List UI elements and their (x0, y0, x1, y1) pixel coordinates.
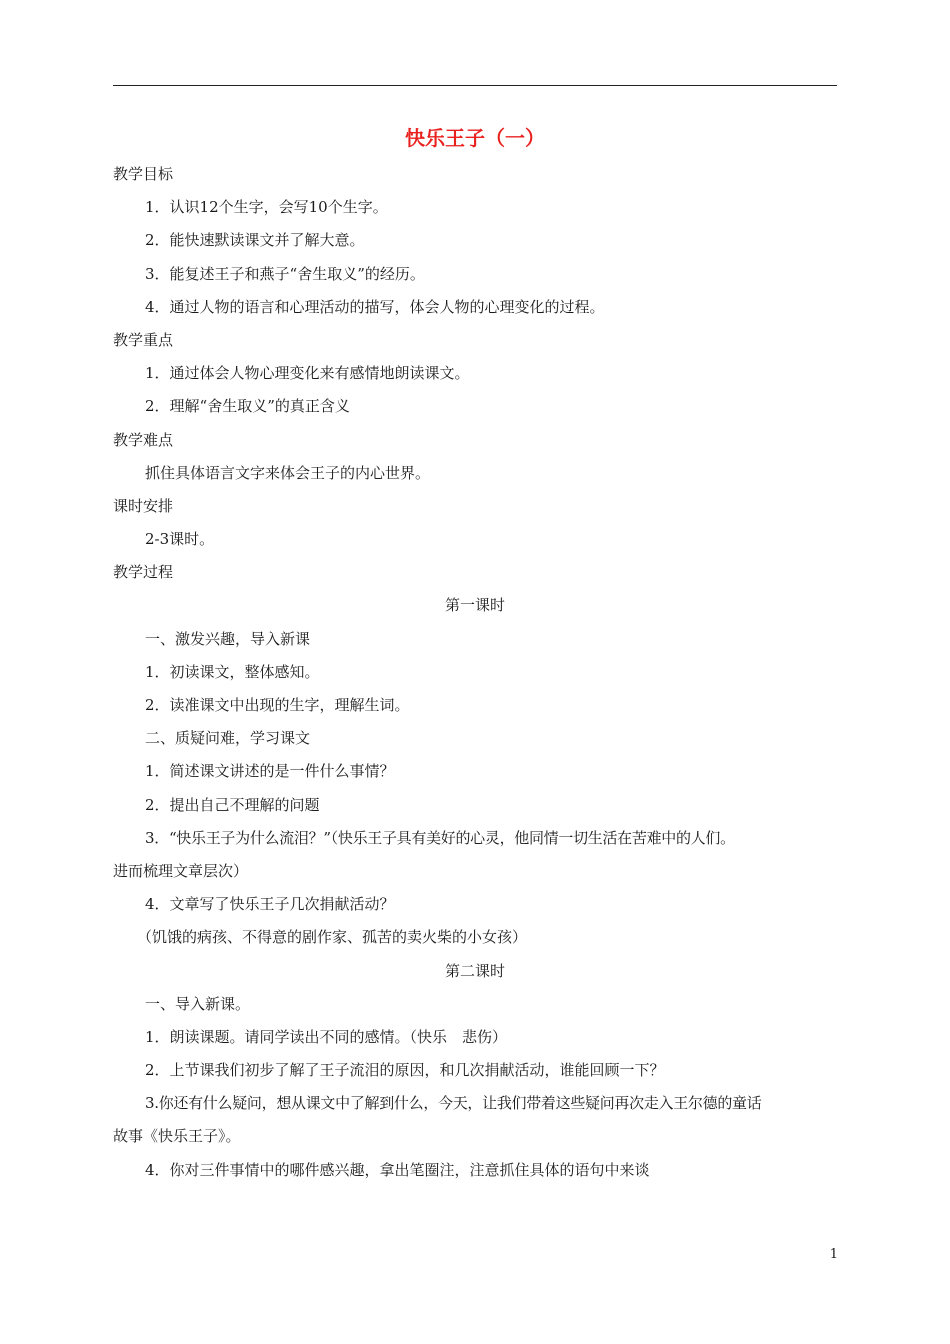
lesson-1-section-2: 二、质疑问难，学习课文 (145, 729, 311, 748)
lesson-1-step: 1．简述课文讲述的是一件什么事情？ (145, 762, 395, 781)
document-body (113, 118, 837, 1187)
lesson-1-step-4-note: （饥饿的病孩、不得意的剧作家、孤苦的卖火柴的小女孩） (137, 928, 528, 947)
lesson-1-step: 2．提出自己不理解的问题 (145, 795, 320, 814)
section-heading-objectives: 教学目标 (113, 165, 174, 183)
key-point-item: 2．理解“舍生取义”的真正含义 (145, 397, 350, 416)
section-heading-schedule: 课时安排 (113, 496, 174, 515)
lesson-1-step-3-line-2: 进而梳理文章层次） (113, 861, 249, 880)
lesson-1-step: 2．读准课文中出现的生字，理解生词。 (145, 696, 410, 714)
objective-item: 2．能快速默读课文并了解大意。 (145, 231, 365, 250)
section-heading-process: 教学过程 (113, 563, 174, 582)
difficulty-text: 抓住具体语言文字来体会王子的内心世界。 (145, 463, 431, 482)
lesson-1-title: 第一课时 (444, 596, 505, 615)
lesson-2-step: 4．你对三件事情中的哪件感兴趣，拿出笔圈注，注意抓住具体的语句中来谈 (145, 1160, 650, 1179)
objective-item: 1．认识12个生字，会写10个生字。 (145, 198, 388, 217)
schedule-text: 2-3课时。 (145, 530, 215, 549)
lesson-2-step: 1．朗读课题。请同学读出不同的感情。（快乐 悲伤） (145, 1027, 508, 1046)
header-rule (113, 85, 837, 86)
document-title: 快乐王子（一） (405, 126, 545, 150)
lesson-1-step: 1．初读课文，整体感知。 (145, 662, 320, 681)
lesson-2-title: 第二课时 (444, 961, 505, 980)
page-number: 1 (829, 1247, 838, 1262)
objective-item: 3．能复述王子和燕子“舍生取义”的经历。 (145, 264, 425, 283)
lesson-1-section-1: 一、激发兴趣，导入新课 (145, 629, 311, 648)
section-heading-difficulties: 教学难点 (113, 430, 174, 449)
lesson-2-step-3-line-2: 故事《快乐王子》。 (113, 1127, 241, 1146)
lesson-1-step-3-line-1: 3．“快乐王子为什么流泪？”（快乐王子具有美好的心灵，他同情一切生活在苦难中的人们。 (145, 828, 735, 847)
lesson-2-step-3-line-1: 3.你还有什么疑问，想从课文中了解到什么，今天，让我们带着这些疑问再次走入王尔德的童话 (145, 1094, 762, 1113)
key-point-item: 1．通过体会人物心理变化来有感情地朗读课文。 (145, 364, 470, 383)
section-heading-key-points: 教学重点 (113, 330, 174, 349)
lesson-2-step: 2．上节课我们初步了解了王子流泪的原因，和几次捐献活动，谁能回顾一下？ (145, 1061, 665, 1080)
lesson-2-section-1: 一、导入新课。 (145, 994, 251, 1013)
lesson-1-step: 4．文章写了快乐王子几次捐献活动？ (145, 895, 395, 914)
objective-item: 4．通过人物的语言和心理活动的描写，体会人物的心理变化的过程。 (145, 297, 605, 316)
